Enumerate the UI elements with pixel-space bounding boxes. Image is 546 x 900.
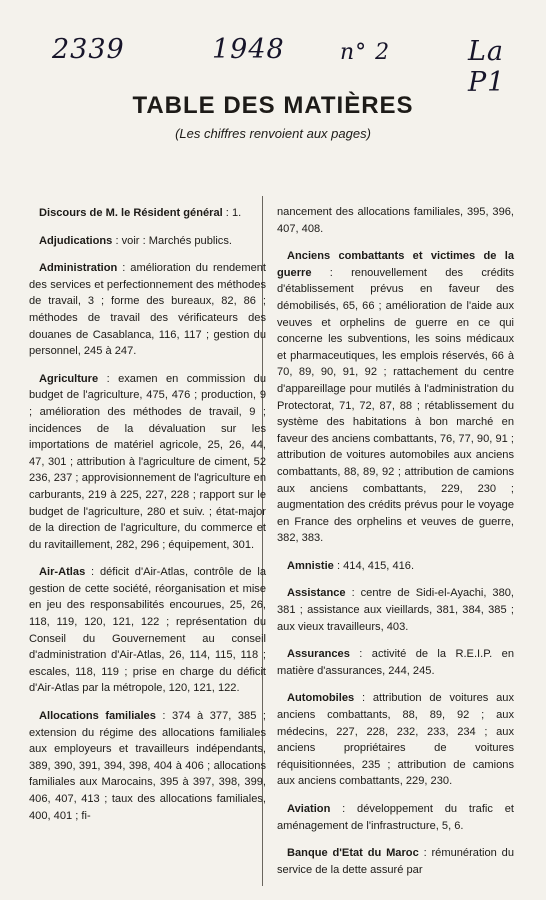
handwritten-number: 2339 — [52, 34, 125, 65]
handwritten-year: 1948 — [212, 34, 285, 65]
entry-term: Agriculture — [39, 372, 99, 385]
page-subtitle: (Les chiffres renvoient aux pages) — [175, 126, 371, 141]
entry-term: Aviation — [287, 803, 331, 815]
page-title: TABLE DES MATIÈRES — [132, 92, 414, 119]
entry-text: : centre de Sidi-el-Ayachi, 380, 381 ; assistance aux vieillards, 381, 384, 385 ; aux vieux travailleurs, 403. — [277, 587, 514, 633]
entry-text: : amélioration du rendement des services et perfectionnement des méthodes de travail, 3 ; forme des bureaux, 82, 86 ; méthodes de travail des vérificateurs des douanes de Casablanca, 116, 117 ; gestion du personnel, 245 à 247. — [29, 262, 266, 358]
index-entry — [29, 260, 266, 360]
index-entry — [29, 564, 266, 697]
index-entry — [277, 690, 514, 790]
handwritten-issue: n° 2 — [340, 40, 391, 65]
index-entry — [29, 233, 266, 250]
entry-text: : 374 à 377, 385 ; extension du régime des allocations familiales aux employeurs et travailleurs indépendants, 389, 390, 391, 394, 398, 404 à 406 ; allocations familiales aux Marocains, 395 à 397, 398, 399, 406, 407, 413 ; taux des allocations familiales, 400, 401 ; fi- — [29, 710, 266, 822]
entry-term: Administration — [39, 262, 118, 275]
entry-term: Anciens combattants et victimes de la guerre — [277, 250, 514, 279]
entry-text: : activité de la R.E.I.P. en matière d'assurances, 244, 245. — [277, 648, 514, 677]
entry-term: Allocations familiales — [39, 710, 156, 723]
index-entry — [29, 205, 266, 222]
handwritten-initials: La P1 — [468, 36, 506, 98]
index-column-left — [29, 205, 266, 835]
index-entry — [277, 204, 514, 237]
entry-term: Discours de M. le Résident général — [39, 207, 223, 219]
entry-text: : 414, 415, 416. — [333, 559, 415, 572]
entry-text: : rémunération du service de la dette assuré par — [277, 847, 514, 876]
index-entry — [277, 845, 514, 878]
index-entry — [277, 248, 514, 547]
index-entry — [277, 646, 514, 679]
entry-term: Adjudications — [39, 234, 113, 247]
entry-term: Assurances — [287, 648, 350, 661]
entry-text: : attribution de voitures aux anciens combattants, 88, 89, 92 ; aux médecins, 227, 228, 232, 233, 234 ; aux anciens propriétaires de voitures réquisitionnées, 235 ; attribution de camions aux anciens combattants, 229, 230. — [277, 692, 514, 788]
entry-term: Assistance — [287, 587, 346, 600]
index-entry — [29, 371, 266, 554]
entry-text: : déficit d'Air-Atlas, contrôle de la gestion de cette société, réorganisation et mise en jeu des responsabilités encourues, 25, 26, 118, 119, 120, 121, 122 ; représentation du Conseil du Gouvernement au conseil d'administration d'Air-Atlas, 26, 114, 115, 118 ; escales, 118, 119 ; prise en charge du déficit d'Air-Atlas par la métropole, 120, 121, 122. — [29, 566, 266, 695]
index-column-right — [277, 204, 514, 889]
entry-term: Automobiles — [287, 692, 355, 705]
entry-text: : voir : Marchés publics. — [112, 234, 232, 247]
entry-text: : 1. — [222, 207, 242, 219]
entry-term: Amnistie — [287, 559, 334, 572]
entry-term: Air-Atlas — [39, 566, 86, 579]
entry-term: Banque d'Etat du Maroc — [287, 847, 419, 860]
entry-text: nancement des allocations familiales, 395, 396, 407, 408. — [277, 206, 514, 235]
index-entry — [277, 801, 514, 834]
index-entry — [277, 585, 514, 635]
index-entry — [277, 558, 514, 575]
entry-text: : examen en commission du budget de l'agriculture, 475, 476 ; production, 9 ; amélioration des méthodes de travail, 9 ; incidences de la dévaluation sur les importations de matériel agricole, 25, 26, 44, 47, 301 ; attribution à l'agriculture de ciment, 52 236, 237 ; approvisionnement de l'agriculture en carburants, 219 à 225, 227, 228 ; rapport sur le budget de l'agriculture, 280 et suiv. ; état-major de la direction de l'agriculture, du commerce et du ravitaillement, 282, 296 ; équipement, 301. — [29, 372, 266, 551]
entry-text: : développement du trafic et aménagement de l'infrastructure, 5, 6. — [277, 803, 514, 832]
index-entry — [29, 708, 266, 824]
entry-text: : renouvellement des crédits d'établissement prévus en faveur des démobilisés, 65, 66 ; amélioration de l'aide aux veuves et orphelins de guerre en ce qui concerne les subventions, les soins médicaux et pharmaceutiques, les emplois réservés, 66 à 70, 89, 90, 91, 92 ; rattachement du centre d'appareillage pour mutilés à l'administration du Protectorat, 71, 72, 87, 88 ; rétablissement du système des habitations à bon marché en faveur des anciens combattants, 76, 77, 90, 91 ; attribution de voitures automobiles aux anciens combattants, 88, 89, 92 ; attribution de camions aux anciens combattants, 229, 230 ; augmentation des crédits prévus pour le voyage en France des orphelins et veuves de guerre, 382, 383. — [277, 266, 514, 545]
